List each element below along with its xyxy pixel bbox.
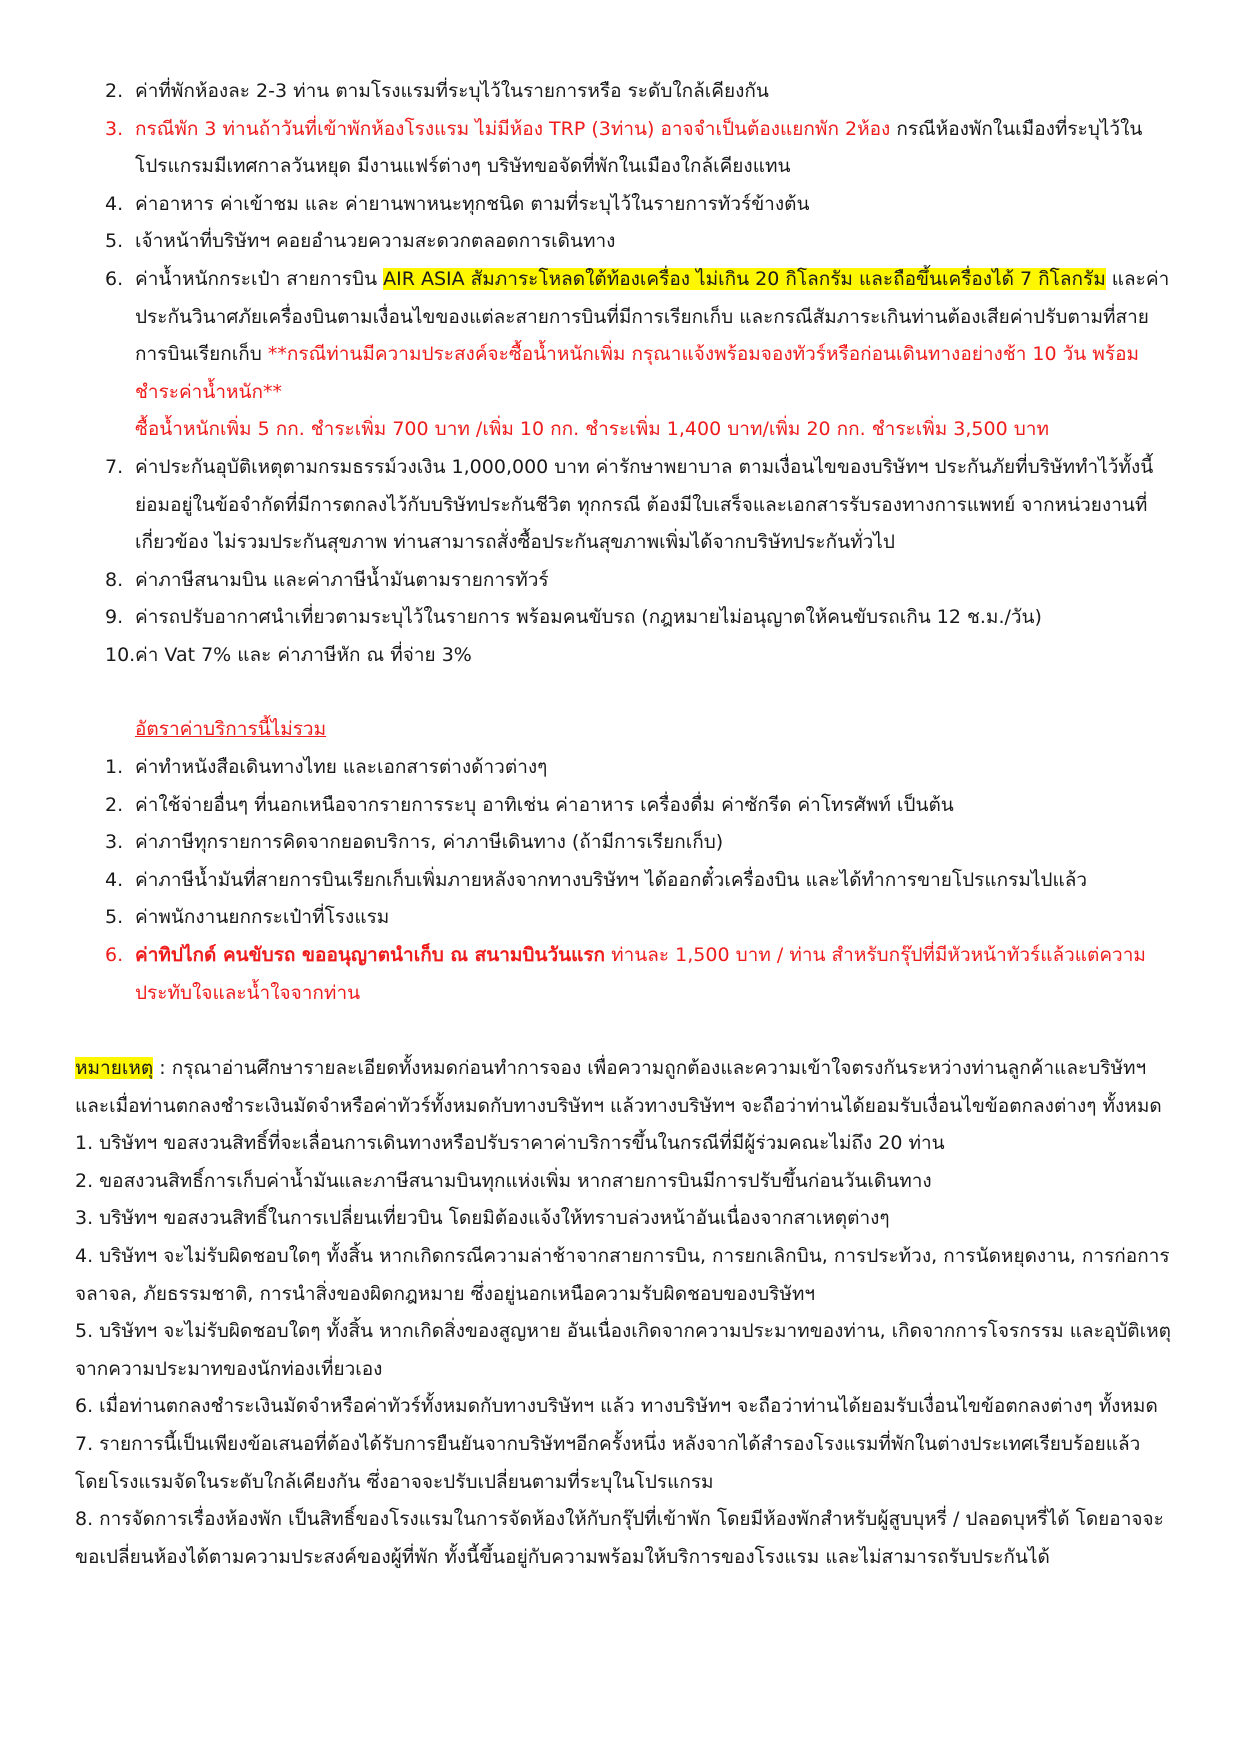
excluded-service-item	[100, 862, 1172, 900]
item-text: ค่าทิปไกด์ คนขับรถ ขออนุญาตนำเก็บ ณ สนามบินวันแรก	[135, 943, 606, 966]
item-text: กรณีพัก 3 ท่านถ้าวันที่เข้าพักห้องโรงแรม ไม่มีห้อง TRP (3ท่าน) อาจจำเป็นต้องแยกพัก 2ห้อง	[135, 117, 891, 140]
item-text: ค่าทำหนังสือเดินทางไทย และเอกสารต่างด้าวต่างๆ	[135, 756, 548, 778]
item-text: ซื้อน้ำหนักเพิ่ม 5 กก. ชำระเพิ่ม 700 บาท /เพิ่ม 10 กก. ชำระเพิ่ม 1,400 บาท/เพิ่ม 20 กก. ชำระเพิ่ม 3,500 บาท	[135, 418, 1049, 441]
included-service-item	[100, 449, 1172, 562]
excluded-service-item	[100, 937, 1172, 1012]
remark-item: 6. เมื่อท่านตกลงชำระเงินมัดจำหรือค่าทัวร์ทั้งหมดกับทางบริษัทฯ แล้ว ทางบริษัทฯ จะถือว่าท่านได้ยอมรับเงื่อนไขข้อตกลงต่างๆ ทั้งหมด	[75, 1395, 1158, 1418]
item-number: 8.	[105, 568, 124, 591]
item-text: ค่าภาษีน้ำมันที่สายการบินเรียกเก็บเพิ่มภายหลังจากทางบริษัทฯ ได้ออกตั๋วเครื่องบิน และได้ทำการขายโปรแกรมไปแล้ว	[135, 868, 1088, 891]
remark-item: 4. บริษัทฯ จะไม่รับผิดชอบใดๆ ทั้งสิ้น หากเกิดกรณีความล่าช้าจากสายการบิน, การยกเลิกบิน, การประท้วง, การนัดหยุดงาน, การก่อการจลาจล, ภัยธรรมชาติ, การนำสิ่งของผิดกฎหมาย ซึ่งอยู่นอกเหนือความรับผิดชอบของบริษัทฯ	[75, 1244, 1170, 1305]
item-number: 5.	[105, 906, 124, 929]
item-text: ค่าน้ำหนักกระเป๋า สายการบิน	[135, 267, 384, 290]
item-number: 6.	[105, 267, 124, 290]
remark-item: 5. บริษัทฯ จะไม่รับผิดชอบใดๆ ทั้งสิ้น หากเกิดสิ่งของสูญหาย อันเนื่องเกิดจากความประมาทของท่าน, เกิดจากการโจรกรรม และอุบัติเหตุจากความประมาทของนักท่องเที่ยวเอง	[75, 1320, 1171, 1380]
item-text: ค่าพนักงานยกกระเป๋าที่โรงแรม	[135, 906, 390, 929]
remarks-section	[75, 1050, 1172, 1576]
included-service-item	[100, 562, 1172, 600]
included-service-item	[100, 223, 1172, 261]
excluded-service-item	[100, 824, 1172, 862]
item-number: 4.	[105, 868, 124, 891]
included-service-item	[100, 599, 1172, 637]
remark-item: 1. บริษัทฯ ขอสงวนสิทธิ์ที่จะเลื่อนการเดินทางหรือปรับราคาค่าบริการขึ้นในกรณีที่มีผู้ร่วมคณะไม่ถึง 20 ท่าน	[75, 1132, 945, 1155]
item-text: **กรณีท่านมีความประสงค์จะซื้อน้ำหนักเพิ่ม กรุณาแจ้งพร้อมจองทัวร์หรือก่อนเดินทางอย่างช้า 10 วัน พร้อมชำระค่าน้ำหนัก**	[135, 343, 1139, 403]
item-text: ค่า Vat 7% และ ค่าภาษีหัก ณ ที่จ่าย 3%	[135, 643, 472, 666]
remark-item: 7. รายการนี้เป็นเพียงข้อเสนอที่ต้องได้รับการยืนยันจากบริษัทฯอีกครั้งหนึ่ง หลังจากได้สำรองโรงแรมที่พักในต่างประเทศเรียบร้อยแล้ว โดยโรงแรมจัดในระดับใกล้เคียงกัน ซึ่งอาจจะปรับเปลี่ยนตามที่ระบุในโปรแกรม	[75, 1432, 1141, 1493]
item-number: 2.	[105, 793, 124, 816]
item-number: 3.	[105, 831, 124, 854]
item-text: เจ้าหน้าที่บริษัทฯ คอยอำนวยความสะดวกตลอดการเดินทาง	[135, 230, 616, 253]
item-number: 2.	[105, 80, 124, 102]
excluded-services-list	[100, 749, 1172, 1012]
excluded-service-item	[100, 787, 1172, 825]
item-text: ค่าภาษีสนามบิน และค่าภาษีน้ำมันตามรายการทัวร์	[135, 568, 549, 591]
item-text: ค่าอาหาร ค่าเข้าชม และ ค่ายานพาหนะทุกชนิด ตามที่ระบุไว้ในรายการทัวร์ข้างต้น	[135, 192, 810, 215]
included-services-list	[100, 73, 1172, 675]
item-text: ท่านละ 1,500 บาท / ท่าน สำหรับกรุ๊ปที่มีหัวหน้าทัวร์แล้วแต่ความประทับใจและน้ำใจจากท่าน	[135, 943, 1146, 1004]
item-number: 4.	[105, 192, 124, 215]
included-service-item	[100, 111, 1172, 186]
remark-item: 8. การจัดการเรื่องห้องพัก เป็นสิทธิ์ของโรงแรมในการจัดห้องให้กับกรุ๊ปที่เข้าพัก โดยมีห้องพักสำหรับผู้สูบบุหรี่ / ปลอดบุหรี่ได้ โดยอาจจะขอเปลี่ยนห้องได้ตามความประสงค์ของผู้ที่พัก ทั้งนี้ขึ้นอยู่กับความพร้อมให้บริการของโรงแรม และไม่สามารถรับประกันได้	[75, 1508, 1164, 1568]
item-number: 10.	[105, 643, 136, 666]
remarks-intro-text: : กรุณาอ่านศึกษารายละเอียดทั้งหมดก่อนทำการจอง เพื่อความถูกต้องและความเข้าใจตรงกันระหว่างท่านลูกค้าและบริษัทฯ และเมื่อท่านตกลงชำระเงินมัดจำหรือค่าทัวร์ทั้งหมดกับทางบริษัทฯ แล้วทางบริษัทฯ จะถือว่าท่านได้ยอมรับเงื่อนไขข้อตกลงต่างๆ ทั้งหมด	[75, 1057, 1162, 1117]
item-number: 3.	[105, 117, 124, 140]
excluded-services-heading: อัตราค่าบริการนี้ไม่รวม	[135, 718, 327, 740]
included-service-item	[100, 637, 1172, 675]
item-text: และค่าประกันวินาศภัยเครื่องบินตามเงื่อนไขของแต่ละสายการบินที่มีการเรียกเก็บ และกรณีสัมภาระเกินท่านต้องเสียค่าปรับตามที่สายการบินเรียกเก็บ	[135, 267, 1170, 366]
item-text: ค่าที่พักห้องละ 2-3 ท่าน ตามโรงแรมที่ระบุไว้ในรายการหรือ ระดับใกล้เคียงกัน	[135, 80, 769, 102]
item-text: ค่ารถปรับอากาศนำเที่ยวตามระบุไว้ในรายการ พร้อมคนขับรถ (กฎหมายไม่อนุญาตให้คนขับรถเกิน 12 ช.ม./วัน)	[135, 606, 1042, 629]
item-number: 6.	[105, 943, 124, 966]
item-text: ค่าประกันอุบัติเหตุตามกรมธรรม์วงเงิน 1,000,000 บาท ค่ารักษาพยาบาล ตามเงื่อนไขของบริษัทฯ ประกันภัยที่บริษัททำไว้ทั้งนี้ย่อมอยู่ในข้อจำกัดที่มีการตกลงไว้กับบริษัทประกันชีวิต ทุกกรณี ต้องมีใบเสร็จและเอกสารรับรองทางการแพทย์ จากหน่วยงานที่เกี่ยวข้อง ไม่รวมประกันสุขภาพ ท่านสามารถสั่งซื้อประกันสุขภาพเพิ่มได้จากบริษัทประกันทั่วไป	[135, 455, 1154, 554]
remarks-list	[75, 1125, 1172, 1576]
item-number: 7.	[105, 455, 124, 478]
excluded-service-item	[100, 749, 1172, 787]
remarks-intro	[75, 1050, 1172, 1125]
remark-item: 2. ขอสงวนสิทธิ์การเก็บค่าน้ำมันและภาษีสนามบินทุกแห่งเพิ่ม หากสายการบินมีการปรับขึ้นก่อนวันเดินทาง	[75, 1169, 932, 1192]
excluded-service-item	[100, 899, 1172, 937]
included-service-item	[100, 186, 1172, 224]
item-text: กรณีห้องพักในเมืองที่ระบุไว้ในโปรแกรมมีเทศกาลวันหยุด มีงานแฟร์ต่างๆ บริษัทขอจัดที่พักในเมืองใกล้เคียงแทน	[135, 117, 1143, 178]
remark-item: 3. บริษัทฯ ขอสงวนสิทธิ์ในการเปลี่ยนเที่ยวบิน โดยมิต้องแจ้งให้ทราบล่วงหน้าอันเนื่องจากสาเหตุต่างๆ	[75, 1207, 890, 1230]
item-text: ค่าภาษีทุกรายการคิดจากยอดบริการ, ค่าภาษีเดินทาง (ถ้ามีการเรียกเก็บ)	[135, 831, 724, 854]
included-service-item	[100, 261, 1172, 449]
item-number: 1.	[105, 756, 124, 778]
included-service-item	[100, 73, 1172, 111]
remarks-label: หมายเหตุ	[75, 1057, 154, 1079]
item-text: ค่าใช้จ่ายอื่นๆ ที่นอกเหนือจากรายการระบุ อาทิเช่น ค่าอาหาร เครื่องดื่ม ค่าซักรีด ค่าโทรศัพท์ เป็นต้น	[135, 793, 954, 816]
item-text: AIR ASIA สัมภาระโหลดใต้ท้องเครื่อง ไม่เกิน 20 กิโลกรัม และถือขึ้นเครื่องได้ 7 กิโลกรัม	[383, 267, 1106, 290]
item-number: 5.	[105, 230, 124, 253]
item-number: 9.	[105, 606, 124, 629]
